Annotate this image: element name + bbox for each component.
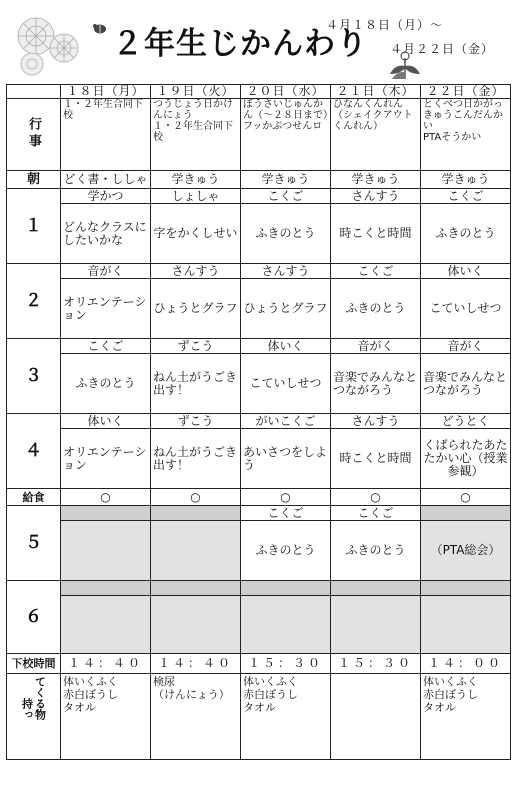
- dismissal-time: １５：３０: [241, 654, 331, 674]
- event-cell: ぼうさいじゅんかん（〜２８日まで）フッかぶつせんロ: [241, 99, 331, 171]
- subject-cell: [421, 506, 511, 521]
- period-2-activity-row: [7, 279, 511, 339]
- day-header: １８日（月）: [61, 85, 151, 99]
- activity-cell: ふきのとう: [331, 521, 421, 581]
- activity-cell: ひょうとグラフ: [241, 279, 331, 339]
- subject-cell: ずこう: [151, 339, 241, 354]
- morning-cell: 学きゅう: [421, 171, 511, 189]
- empty-cell: [241, 596, 331, 654]
- morning-cell: 学きゅう: [151, 171, 241, 189]
- row-label-morning: 朝: [7, 171, 61, 189]
- period-5-activity-row: [7, 521, 511, 581]
- subject-cell: 学かつ: [61, 189, 151, 204]
- row-label-events: 行事: [7, 99, 61, 171]
- period-5-subject-row: [7, 506, 511, 521]
- bring-cell: 検尿 （けんにょう）: [151, 674, 241, 760]
- empty-cell: [331, 581, 421, 596]
- dismissal-time: １４：４０: [151, 654, 241, 674]
- dismissal-time: １５：３０: [331, 654, 421, 674]
- activity-cell: オリエンテーション: [61, 429, 151, 489]
- bring-cell: 体いくふく 赤白ぼうし タオル: [61, 674, 151, 760]
- dandelion-fluff-illustration: [10, 10, 88, 80]
- bring-cell: 体いくふく 赤白ぼうし タオル: [421, 674, 511, 760]
- activity-cell: 音楽でみんなとつながろう: [331, 354, 421, 414]
- morning-cell: 学きゅう: [331, 171, 421, 189]
- events-row: [7, 99, 511, 171]
- activity-cell: ふきのとう: [61, 354, 151, 414]
- ladybug-icon: [92, 22, 108, 34]
- subject-cell: ずこう: [151, 414, 241, 429]
- lunch-cell: ○: [151, 489, 241, 506]
- day-header: １９日（火）: [151, 85, 241, 99]
- row-label-period-5: ５: [7, 506, 61, 581]
- row-label-period-1: １: [7, 189, 61, 264]
- page-header: [0, 0, 519, 84]
- date-range-start: ４月１８日（月）〜: [326, 18, 444, 32]
- day-header-row: [7, 85, 511, 99]
- subject-cell: 体いく: [241, 339, 331, 354]
- empty-cell: [421, 596, 511, 654]
- activity-cell: [61, 521, 151, 581]
- period-4-subject-row: [7, 414, 511, 429]
- activity-cell: あいさつをしよう: [241, 429, 331, 489]
- lunch-cell: ○: [421, 489, 511, 506]
- morning-cell: どく書・ししゃ: [61, 171, 151, 189]
- empty-cell: [61, 581, 151, 596]
- morning-row: [7, 171, 511, 189]
- activity-cell: こていしせつ: [241, 354, 331, 414]
- activity-cell: 音楽でみんなとつながろう: [421, 354, 511, 414]
- row-label-dismissal: 下校時間: [7, 654, 61, 674]
- day-header: ２２日（金）: [421, 85, 511, 99]
- timetable: [6, 84, 511, 760]
- activity-cell: ふきのとう: [421, 204, 511, 264]
- subject-cell: [151, 506, 241, 521]
- subject-cell: こくご: [241, 189, 331, 204]
- subject-cell: どうとく: [421, 414, 511, 429]
- lunch-cell: ○: [61, 489, 151, 506]
- row-label-period-6: ６: [7, 581, 61, 654]
- activity-cell: [151, 521, 241, 581]
- row-label-bring: [7, 674, 61, 760]
- empty-cell: [151, 581, 241, 596]
- subject-cell: さんすう: [241, 264, 331, 279]
- empty-cell: [241, 581, 331, 596]
- subject-cell: 体いく: [61, 414, 151, 429]
- activity-cell: ねん土がうごき出す！: [151, 354, 241, 414]
- bring-label-a: 持っ: [20, 698, 34, 720]
- dismissal-row: [7, 654, 511, 674]
- activity-cell: ねん土がうごき出す！: [151, 429, 241, 489]
- subject-cell: しょしゃ: [151, 189, 241, 204]
- subject-cell: さんすう: [331, 414, 421, 429]
- event-cell: とくべつ日かがっきゅうこんだんかい PTAそうかい: [421, 99, 511, 171]
- bring-row: [7, 674, 511, 760]
- subject-cell: 体いく: [421, 264, 511, 279]
- subject-cell: 音がく: [61, 264, 151, 279]
- subject-cell: こくご: [331, 506, 421, 521]
- day-header: ２１日（木）: [331, 85, 421, 99]
- empty-cell: [151, 596, 241, 654]
- day-header: ２０日（水）: [241, 85, 331, 99]
- subject-cell: 音がく: [331, 339, 421, 354]
- period-1-activity-row: [7, 204, 511, 264]
- page-title: ２年生じかんわり: [112, 26, 368, 62]
- lunch-row: [7, 489, 511, 506]
- activity-cell: ふきのとう: [331, 279, 421, 339]
- period-2-subject-row: [7, 264, 511, 279]
- subject-cell: さんすう: [331, 189, 421, 204]
- activity-cell: くばられたあたたかい心（授業参観）: [421, 429, 511, 489]
- activity-cell: ふきのとう: [241, 204, 331, 264]
- bring-cell: 体いくふく 赤白ぼうし タオル: [241, 674, 331, 760]
- subject-cell: 音がく: [421, 339, 511, 354]
- activity-cell: どんなクラスにしたいかな: [61, 204, 151, 264]
- subject-cell: こくご: [331, 264, 421, 279]
- empty-cell: [331, 596, 421, 654]
- period-6-subject-row: [7, 581, 511, 596]
- lunch-cell: ○: [331, 489, 421, 506]
- dismissal-time: １４：４０: [61, 654, 151, 674]
- dismissal-time: １４：００: [421, 654, 511, 674]
- morning-cell: 学きゅう: [241, 171, 331, 189]
- period-3-subject-row: [7, 339, 511, 354]
- activity-cell: 時こくと時間: [331, 204, 421, 264]
- empty-cell: [61, 596, 151, 654]
- activity-cell: 時こくと時間: [331, 429, 421, 489]
- subject-cell: [61, 506, 151, 521]
- period-6-activity-row: [7, 596, 511, 654]
- corner-cell: [7, 85, 61, 99]
- subject-cell: さんすう: [151, 264, 241, 279]
- subject-cell: こくご: [61, 339, 151, 354]
- row-label-lunch: 給食: [7, 489, 61, 506]
- row-label-period-4: ４: [7, 414, 61, 489]
- empty-cell: [421, 581, 511, 596]
- activity-cell: （PTA総会）: [421, 521, 511, 581]
- row-label-period-3: ３: [7, 339, 61, 414]
- activity-cell: オリエンテーション: [61, 279, 151, 339]
- bring-label-b: てくる物: [33, 676, 47, 720]
- lunch-cell: ○: [241, 489, 331, 506]
- period-3-activity-row: [7, 354, 511, 414]
- activity-cell: こていしせつ: [421, 279, 511, 339]
- period-1-subject-row: [7, 189, 511, 204]
- activity-cell: 字をかくしせい: [151, 204, 241, 264]
- event-cell: ひなんくんれん（シェイクアウトくんれん）: [331, 99, 421, 171]
- subject-cell: がいこくご: [241, 414, 331, 429]
- event-cell: １・２年生合同下校: [61, 99, 151, 171]
- date-range-end: ４月２２日（金）: [390, 42, 495, 56]
- activity-cell: ふきのとう: [241, 521, 331, 581]
- subject-cell: こくご: [241, 506, 331, 521]
- bring-cell: [331, 674, 421, 760]
- period-4-activity-row: [7, 429, 511, 489]
- event-cell: つうじょう日かけんにょう １・２年生合同下校: [151, 99, 241, 171]
- row-label-period-2: ２: [7, 264, 61, 339]
- activity-cell: ひょうとグラフ: [151, 279, 241, 339]
- subject-cell: こくご: [421, 189, 511, 204]
